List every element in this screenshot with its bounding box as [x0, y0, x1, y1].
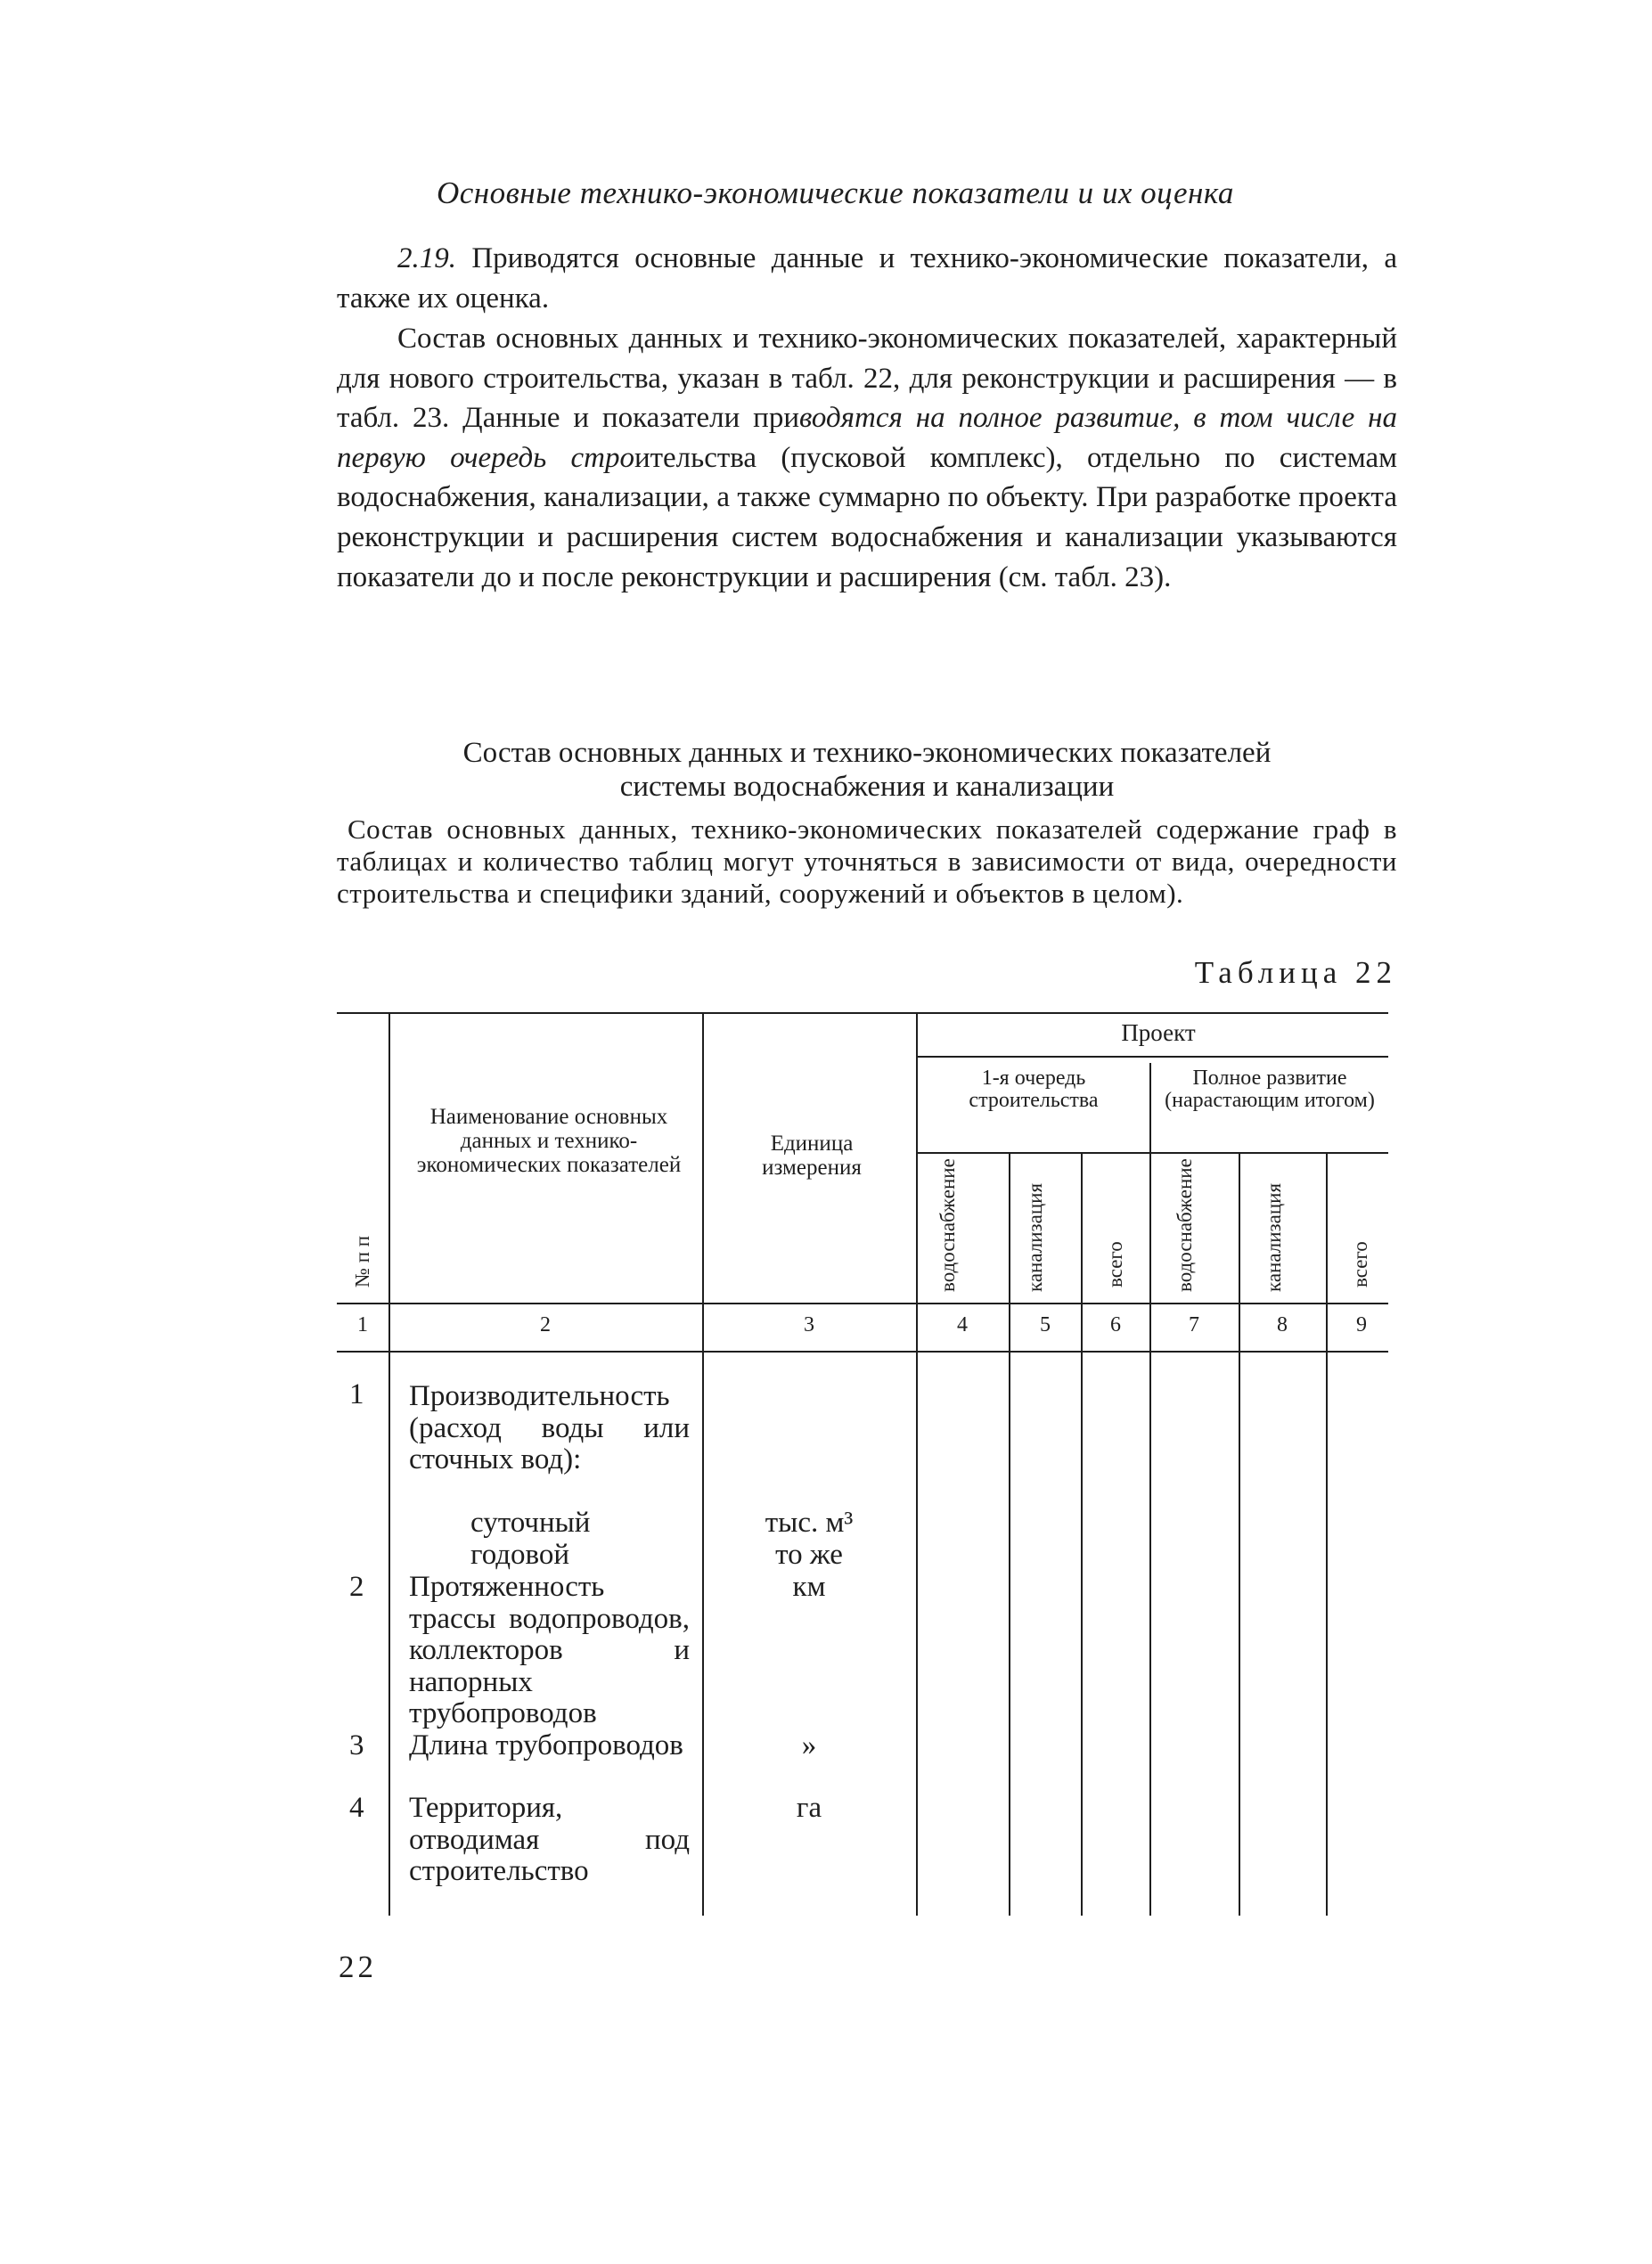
table-label: Таблица 22: [1194, 955, 1397, 990]
row-3-no: 3: [349, 1729, 364, 1761]
header-name: Наименование основных данных и технико-экономических показателей: [416, 1105, 682, 1177]
row-4-unit: га: [796, 1792, 822, 1824]
colnum-3: 3: [804, 1313, 814, 1336]
header-full: Полное развитие (нарастающим итогом): [1165, 1067, 1375, 1112]
colnum-1: 1: [357, 1313, 368, 1336]
colnum-8: 8: [1277, 1313, 1288, 1336]
row-4-name: Территория, отводимая под строительство: [409, 1792, 690, 1887]
header-full-water: водоснабжение: [1174, 1158, 1196, 1292]
table-caption: [337, 736, 1397, 804]
colnum-4: 4: [957, 1313, 968, 1336]
row-1a-unit: тыс. м³: [765, 1507, 854, 1539]
colnum-7: 7: [1189, 1313, 1199, 1336]
header-stage1-water: водоснабжение: [936, 1158, 959, 1292]
paragraph-2-19: [337, 239, 1397, 318]
col-divider-2: [702, 1012, 704, 1916]
row-1b-name: годовой: [470, 1539, 570, 1571]
colnum-bottom-border: [337, 1351, 1388, 1353]
table-top-border: [337, 1012, 1388, 1014]
col-divider-3: [916, 1012, 918, 1916]
col-divider-4: [1009, 1152, 1010, 1916]
header-no: № п п: [351, 1235, 373, 1287]
paragraph-part-italic: водятся на полное развитие, в том числе на первую очередь стро: [337, 402, 1397, 474]
page-number: 22: [339, 1949, 377, 1984]
table-caption-line-1: Состав основных данных и технико-экономических показателей: [462, 737, 1272, 769]
colnum-6: 6: [1110, 1313, 1121, 1336]
section-heading: Основные технико-экономические показатели и их оценка: [437, 176, 1234, 210]
row-2-name: Протяженность трассы водопроводов, коллекторов и напорных трубопроводов: [409, 1571, 690, 1729]
project-divider: [916, 1056, 1388, 1058]
row-1b-unit: то же: [775, 1539, 843, 1571]
header-full-sewer: канализация: [1263, 1182, 1285, 1292]
col-divider-1: [388, 1012, 390, 1916]
paragraph-composition: [337, 319, 1397, 597]
table-caption-line-2: системы водоснабжения и канализации: [619, 771, 1115, 803]
colnum-5: 5: [1040, 1313, 1051, 1336]
header-stage1: 1-я очередь строительства: [969, 1067, 1099, 1112]
stage-divider: [916, 1152, 1388, 1154]
row-1-name: Производительность (расход воды или сточных вод):: [409, 1380, 690, 1475]
col-divider-7: [1239, 1152, 1240, 1916]
header-stage1-total: всего: [1104, 1241, 1126, 1287]
row-1-no: 1: [349, 1378, 364, 1410]
paragraph-text: Приводятся основные данные и технико-экономические показатели, а также их оценка.: [337, 242, 1398, 315]
row-2-no: 2: [349, 1571, 364, 1603]
header-stage1-sewer: канализация: [1024, 1182, 1046, 1292]
row-1a-name: суточный: [470, 1507, 591, 1539]
paragraph-part-a: Состав основных данных и технико-экономических показателей, характерный для нового строительства, указан в табл. 22, для реконструкции и расширения — в табл. 23. Данные и показатели при: [337, 323, 1397, 435]
row-2-unit: км: [792, 1571, 826, 1603]
col-divider-8: [1326, 1152, 1328, 1916]
col-divider-6: [1149, 1063, 1151, 1916]
header-project: Проект: [1121, 1019, 1196, 1046]
col-divider-5: [1081, 1152, 1083, 1916]
header-unit: Единица измерения: [762, 1132, 862, 1180]
colnum-2: 2: [540, 1313, 551, 1336]
paragraph-part-c: ительства (пусковой комплекс), отдельно по системам водоснабжения, канализации, а также суммарно по объекту. При разработке проекта реконструкции и расширения систем водоснабжения и канализации указываются показатели до и после реконструкции и расширения (см. табл. 23).: [337, 441, 1398, 593]
paragraph-number: 2.19.: [397, 242, 456, 274]
header-full-total: всего: [1349, 1241, 1371, 1287]
row-4-no: 4: [349, 1792, 364, 1824]
header-bottom-border: [337, 1303, 1388, 1304]
colnum-9: 9: [1356, 1313, 1367, 1336]
table-note: Состав основных данных, технико-экономических показателей содержание граф в таблицах и количество таблиц могут уточняться в зависимости от вида, очередности строительства и специфики зданий, сооружений и объектов в целом).: [337, 813, 1397, 909]
row-3-name: Длина трубопроводов: [409, 1729, 683, 1761]
row-3-unit: »: [801, 1729, 817, 1761]
